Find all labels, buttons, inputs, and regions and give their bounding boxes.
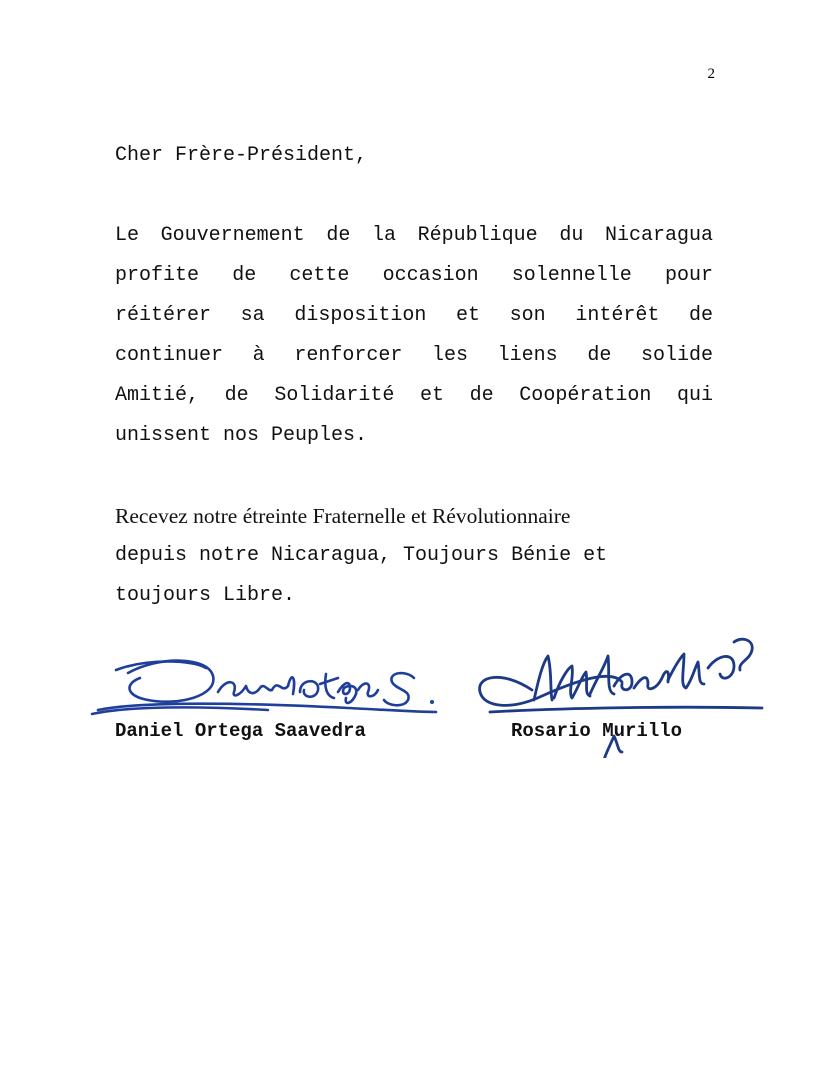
- paragraph-line: toujours Libre.: [115, 584, 296, 607]
- signatory-name-ortega: Daniel Ortega Saavedra: [115, 720, 366, 742]
- paragraph-line: Amitié, de Solidarité et de Coopération qui: [115, 384, 713, 407]
- paragraph-line: unissent nos Peuples.: [115, 424, 368, 447]
- paragraph-line: Le Gouvernement de la République du Nicaragua: [115, 224, 713, 247]
- page-number: 2: [707, 66, 715, 82]
- paragraph-line: depuis notre Nicaragua, Toujours Bénie et: [115, 544, 608, 567]
- paragraph-line: profite de cette occasion solennelle pour: [115, 264, 713, 287]
- paragraph-line: réitérer sa disposition et son intérêt de: [115, 304, 713, 327]
- body-paragraph-2: [115, 496, 713, 616]
- paragraph-line: Recevez notre étreinte Fraternelle et Révolutionnaire: [115, 504, 571, 528]
- paragraph-line: continuer à renforcer les liens de solide: [115, 344, 713, 367]
- signatory-name-murillo: Rosario Murillo: [511, 720, 683, 742]
- signature-ortega: [88, 648, 443, 728]
- body-paragraph-1: [115, 216, 713, 456]
- salutation: Cher Frère-Président,: [115, 144, 368, 167]
